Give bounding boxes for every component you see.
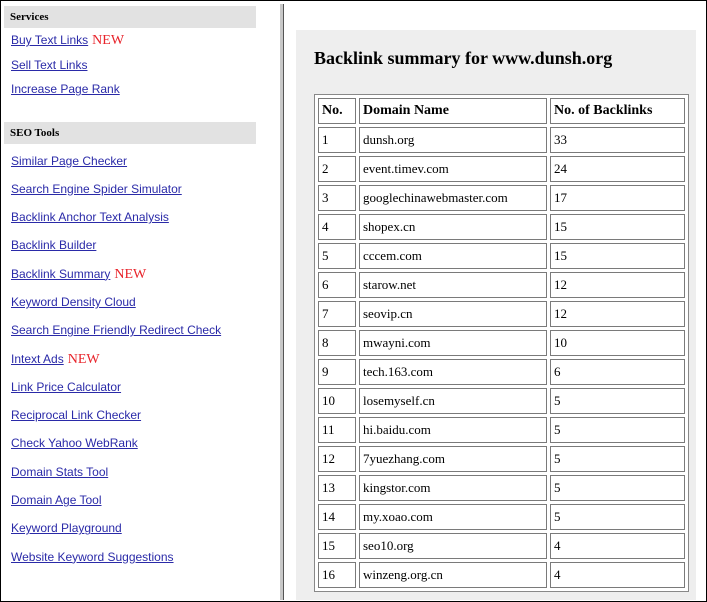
cell-domain: seovip.cn <box>359 301 547 327</box>
cell-no: 12 <box>318 446 356 472</box>
sidebar-link[interactable]: Keyword Density Cloud <box>11 294 136 309</box>
services-heading: Services <box>4 6 256 28</box>
cell-no: 5 <box>318 243 356 269</box>
sidebar-link[interactable]: Backlink Builder <box>11 238 97 253</box>
sidebar-link[interactable]: Buy Text Links <box>11 33 89 47</box>
cell-domain: kingstor.com <box>359 475 547 501</box>
cell-domain: shopex.cn <box>359 214 547 240</box>
sidebar-link[interactable]: Increase Page Rank <box>11 82 120 96</box>
cell-backlinks: 6 <box>550 359 685 385</box>
cell-no: 1 <box>318 127 356 153</box>
table-row <box>318 417 685 443</box>
header-no: No. <box>318 98 356 124</box>
cell-backlinks: 5 <box>550 446 685 472</box>
seo-tools-heading: SEO Tools <box>4 122 256 144</box>
sidebar-link[interactable]: Similar Page Checker <box>11 153 128 168</box>
sidebar-link[interactable]: Intext Ads <box>11 351 64 366</box>
new-badge: NEW <box>114 266 147 282</box>
seo-tools-list <box>4 147 256 571</box>
sidebar-item <box>4 429 256 457</box>
cell-no: 4 <box>318 214 356 240</box>
sidebar-link[interactable]: Backlink Summary <box>11 266 111 281</box>
cell-no: 7 <box>318 301 356 327</box>
sidebar-item <box>4 345 256 373</box>
main-content <box>296 30 696 600</box>
table-row <box>318 562 685 588</box>
sidebar-item <box>4 28 256 53</box>
new-badge: NEW <box>92 33 125 48</box>
header-backlinks: No. of Backlinks <box>550 98 685 124</box>
cell-domain: 7yuezhang.com <box>359 446 547 472</box>
table-row <box>318 185 685 211</box>
cell-domain: dunsh.org <box>359 127 547 153</box>
cell-domain: hi.baidu.com <box>359 417 547 443</box>
sidebar-item <box>4 147 256 175</box>
cell-backlinks: 5 <box>550 388 685 414</box>
cell-backlinks: 15 <box>550 243 685 269</box>
sidebar-link[interactable]: Website Keyword Suggestions <box>11 549 174 564</box>
sidebar-item <box>4 175 256 203</box>
sidebar-link[interactable]: Search Engine Friendly Redirect Check <box>11 323 222 338</box>
table-row <box>318 446 685 472</box>
cell-backlinks: 12 <box>550 272 685 298</box>
sidebar-item <box>4 77 256 102</box>
sidebar <box>4 6 256 571</box>
table-row <box>318 533 685 559</box>
table-row <box>318 156 685 182</box>
cell-domain: googlechinawebmaster.com <box>359 185 547 211</box>
cell-no: 3 <box>318 185 356 211</box>
sidebar-link[interactable]: Sell Text Links <box>11 57 88 72</box>
sidebar-item <box>4 373 256 401</box>
sidebar-link[interactable]: Reciprocal Link Checker <box>11 408 142 423</box>
sidebar-link[interactable]: Check Yahoo WebRank <box>11 436 138 451</box>
cell-no: 14 <box>318 504 356 530</box>
seo-tools-section <box>4 122 256 571</box>
cell-backlinks: 5 <box>550 475 685 501</box>
cell-no: 15 <box>318 533 356 559</box>
cell-no: 8 <box>318 330 356 356</box>
sidebar-item <box>4 260 256 288</box>
cell-no: 6 <box>318 272 356 298</box>
header-domain-name: Domain Name <box>359 98 547 124</box>
sidebar-link[interactable]: Domain Stats Tool <box>11 464 109 479</box>
sidebar-link[interactable]: Domain Age Tool <box>11 493 102 508</box>
sidebar-link[interactable]: Backlink Anchor Text Analysis <box>11 210 169 225</box>
cell-domain: event.timev.com <box>359 156 547 182</box>
cell-no: 13 <box>318 475 356 501</box>
table-row <box>318 359 685 385</box>
sidebar-link[interactable]: Search Engine Spider Simulator <box>11 181 182 196</box>
cell-no: 2 <box>318 156 356 182</box>
table-row <box>318 243 685 269</box>
sidebar-item <box>4 514 256 542</box>
table-row <box>318 301 685 327</box>
sidebar-item <box>4 543 256 571</box>
cell-no: 9 <box>318 359 356 385</box>
table-row <box>318 330 685 356</box>
sidebar-item <box>4 288 256 316</box>
cell-backlinks: 5 <box>550 504 685 530</box>
sidebar-item <box>4 203 256 231</box>
sidebar-item <box>4 486 256 514</box>
cell-backlinks: 17 <box>550 185 685 211</box>
table-row <box>318 272 685 298</box>
backlink-table <box>314 94 689 592</box>
cell-domain: cccem.com <box>359 243 547 269</box>
cell-backlinks: 33 <box>550 127 685 153</box>
services-section <box>4 6 256 102</box>
cell-domain: losemyself.cn <box>359 388 547 414</box>
new-badge: NEW <box>67 351 100 367</box>
sidebar-link[interactable]: Link Price Calculator <box>11 379 122 394</box>
table-row <box>318 214 685 240</box>
cell-no: 10 <box>318 388 356 414</box>
page-title: Backlink summary for www.dunsh.org <box>314 48 613 68</box>
cell-domain: seo10.org <box>359 533 547 559</box>
cell-backlinks: 4 <box>550 533 685 559</box>
table-row <box>318 504 685 530</box>
cell-no: 16 <box>318 562 356 588</box>
cell-domain: starow.net <box>359 272 547 298</box>
cell-domain: tech.163.com <box>359 359 547 385</box>
cell-backlinks: 24 <box>550 156 685 182</box>
sidebar-item <box>4 53 256 78</box>
table-header-row <box>318 98 685 124</box>
sidebar-item <box>4 316 256 344</box>
cell-backlinks: 15 <box>550 214 685 240</box>
sidebar-item <box>4 458 256 486</box>
table-row <box>318 475 685 501</box>
cell-backlinks: 12 <box>550 301 685 327</box>
cell-domain: my.xoao.com <box>359 504 547 530</box>
services-list <box>4 28 256 102</box>
sidebar-item <box>4 401 256 429</box>
table-row <box>318 127 685 153</box>
cell-backlinks: 10 <box>550 330 685 356</box>
cell-backlinks: 5 <box>550 417 685 443</box>
cell-domain: winzeng.org.cn <box>359 562 547 588</box>
table-row <box>318 388 685 414</box>
sidebar-item <box>4 231 256 259</box>
cell-domain: mwayni.com <box>359 330 547 356</box>
cell-no: 11 <box>318 417 356 443</box>
sidebar-link[interactable]: Keyword Playground <box>11 521 122 536</box>
column-divider <box>283 4 284 600</box>
cell-backlinks: 4 <box>550 562 685 588</box>
table-body <box>318 127 685 588</box>
